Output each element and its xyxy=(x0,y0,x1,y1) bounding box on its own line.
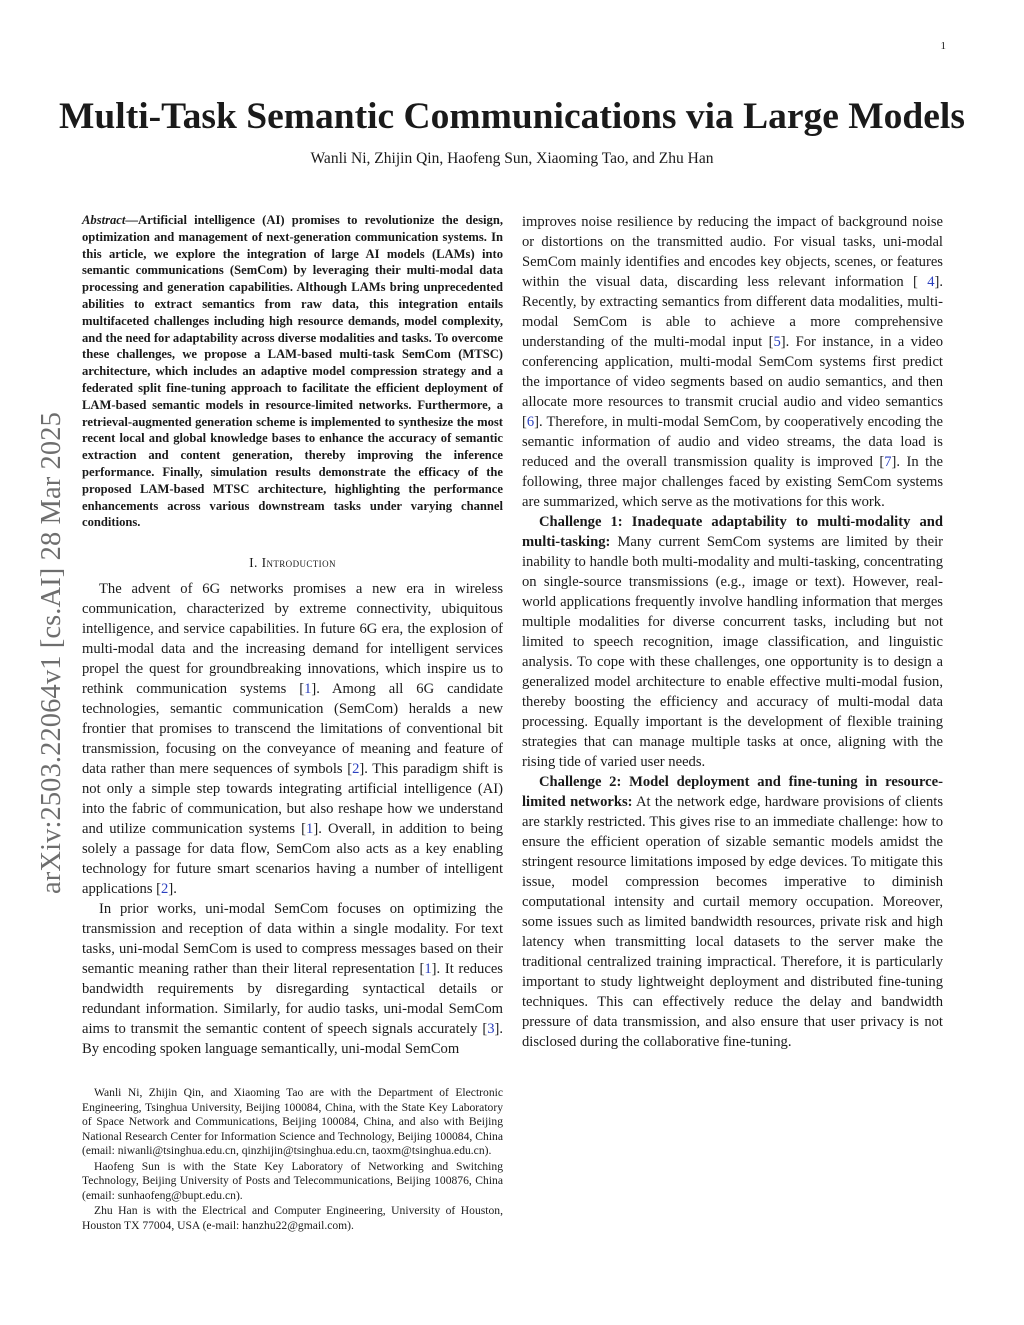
author-list: Wanli Ni, Zhijin Qin, Haofeng Sun, Xiaoming Tao, and Zhu Han xyxy=(310,150,714,167)
citation-link[interactable]: 2 xyxy=(161,881,169,898)
challenge-2-text: At the network edge, hardware provisions of clients are starkly restricted. This gives rise to an immediate challenge: how to ensure the efficient operation of sizable semantic models amidst the stringent resource limitations imposed by edge devices. To mitigate this issue, model compression becomes imperative to diminish computational intensity and curtail memory occupation. Moreover, some issues such as limited bandwidth resources, private risk and high latency when transmitting local datasets to the server make the traditional centralized training impractical. Therefore, it is particularly important to study lightweight deployment and distributed fine-tuning techniques. This can effectively reduce the delay and bandwidth pressure of data transmission, and also ensure that user privacy is not disclosed during the collaborative fine-tuning. xyxy=(522,794,943,1050)
abstract-label: Abstract xyxy=(82,213,126,227)
challenge-2-paragraph xyxy=(522,772,943,1052)
citation-link[interactable]: 4 xyxy=(927,274,935,290)
citation-link[interactable]: 1 xyxy=(424,961,432,978)
arxiv-identifier[interactable]: arXiv:2503.22064v1 [cs.AI] 28 Mar 2025 xyxy=(36,412,67,894)
citation-link[interactable]: 2 xyxy=(352,761,360,778)
citation-link[interactable]: 7 xyxy=(884,454,892,470)
text-run: ]. In the following, three major challenges faced by existing SemCom systems are summarized, which serve as the motivations for this work. xyxy=(522,454,943,510)
section-title: Introduction xyxy=(261,555,336,571)
text-run: ]. Therefore, in multi-modal SemCom, by cooperatively encoding the semantic information of audio and video streams, the data load is reduced and the overall transmission quality is improved [ xyxy=(522,414,943,470)
citation-link[interactable]: 6 xyxy=(526,414,535,430)
paper-title: Multi-Task Semantic Communications via Large Models xyxy=(59,96,965,137)
challenge-1-paragraph xyxy=(522,512,943,772)
page-number: 1 xyxy=(940,40,946,52)
text-run: ]. For instance, in a video conferencing application, multi-modal SemCom systems first predict the importance of video segments based on audio semantics, and then allocate more resources to transmit crucial audio and video semantics [ xyxy=(522,334,943,430)
abstract-text: —Artificial intelligence (AI) promises to revolutionize the design, optimization and management of next-generation communication systems. In this article, we explore the integration of large AI models (LAMs) into semantic communications (SemCom) by leveraging their multi-modal data processing and generation capabilities. Although LAMs bring unprecedented abilities to extract semantics from raw data, this integration entails multifaceted challenges including high resource demands, model complexity, and the need for adaptability across diverse modalities and tasks. To overcome these challenges, we propose a LAM-based multi-task SemCom (MTSC) architecture, which includes an adaptive model compression strategy and a federated split fine-tuning approach to facilitate the efficient deployment of LAM-based semantic models in resource-limited networks. Furthermore, a retrieval-augmented generation scheme is implemented to synthesize the most recent local and global knowledge bases to enhance the accuracy of semantic extraction and content generation, thereby improving the inference performance. Finally, simulation results demonstrate the efficacy of the proposed LAM-based MTSC architecture, highlighting the performance enhancements across various downstream tasks under varying channel conditions. xyxy=(82,213,503,530)
text-run: ]. Among all 6G candidate technologies, semantic communication (SemCom) heralds a new frontier that promises to transcend the limitations of conventional bit transmission, focusing on the conveyance of meaning and feature of data rather than mere sequences of symbols [ xyxy=(82,681,503,778)
citation-link[interactable]: 5 xyxy=(773,334,781,350)
left-column xyxy=(82,212,503,1059)
intro-paragraph-1 xyxy=(82,579,503,899)
section-heading-introduction xyxy=(82,555,503,571)
citation-link[interactable]: 3 xyxy=(487,1021,495,1038)
citation-link[interactable]: 1 xyxy=(304,681,312,698)
text-run: In prior works, uni-modal SemCom focuses on optimizing the transmission and reception of data within a single modality. For text tasks, uni-modal SemCom is used to compress messages based on their semantic meaning rather than their literal representation [ xyxy=(82,901,503,978)
section-numeral: I. xyxy=(249,555,258,571)
challenge-2-label: Challenge 2: Model deployment and fine-tuning in resource-limited networks: xyxy=(522,774,943,810)
text-run: ]. xyxy=(168,881,177,898)
text-run: ]. Recently, by extracting semantics from different data modalities, multi-modal SemCom is able to achieve a more comprehensive understanding of the multi-modal input [ xyxy=(522,274,943,350)
author-affiliation-footnote xyxy=(82,1086,503,1233)
footnote-affiliation-2: Haofeng Sun is with the State Key Laboratory of Networking and Switching Technology, Beijing University of Posts and Telecommunications, Beijing 100876, China (email: sunhaofeng@bupt.edu.cn). xyxy=(82,1159,503,1202)
text-run: improves noise resilience by reducing the impact of background noise or distortions on the transmitted audio. For visual tasks, uni-modal SemCom mainly identifies and encodes key objects, scenes, or features within the visual data, discarding less relevant information [ xyxy=(522,214,943,290)
intro-paragraph-2 xyxy=(82,899,503,1059)
abstract xyxy=(82,212,503,531)
challenge-1-text: Many current SemCom systems are limited by their inability to handle both multi-modality and multi-tasking, concentrating on single-source transmissions (e.g., image or text). However, real-world applications frequently involve handling information that merges multiple modalities for diverse concurrent tasks, including but not limited to speech recognition, image classification, and linguistic analysis. To cope with these challenges, one opportunity is to design a generalized model architecture to enable effective multi-modal fusion, thereby boosting the efficiency and accuracy of multi-modal data processing. Equally important is the development of flexible training strategies that can manage multiple tasks at once, aligning with the rising tide of varied user needs. xyxy=(522,534,943,770)
citation-link[interactable]: 1 xyxy=(306,821,314,838)
footnote-affiliation-1: Wanli Ni, Zhijin Qin, and Xiaoming Tao are with the Department of Electronic Engineering, Tsinghua University, Beijing 100084, China, with the State Key Laboratory of Space Network and Communications, Beijing 100084, China, and also with Beijing National Research Center for Information Science and Technology, Beijing 100084, China (email: niwanli@tsinghua.edu.cn, qinzhijin@tsinghua.edu.cn, taoxm@tsinghua.edu.cn). xyxy=(82,1086,503,1157)
footnote-affiliation-3: Zhu Han is with the Electrical and Computer Engineering, University of Houston, Houston TX 77004, USA (e-mail: hanzhu22@gmail.com). xyxy=(82,1204,503,1232)
challenge-1-label: Challenge 1: Inadequate adaptability to multi-modality and multi-tasking: xyxy=(522,514,943,550)
right-column xyxy=(522,212,943,1052)
text-run: ]. Overall, in addition to being solely a passage for data flow, SemCom also acts as a key enabling technology for future smart scenarios having a number of intelligent applications [ xyxy=(82,821,503,898)
text-run: ]. By encoding spoken language semantically, uni-modal SemCom xyxy=(82,1021,503,1058)
text-run: ]. This paradigm shift is not only a simple step towards integrating artificial intelligence (AI) into the fabric of communication, but also reshape how we understand and utilize communication systems [ xyxy=(82,761,503,838)
right-column-continuation xyxy=(522,212,943,512)
text-run: The advent of 6G networks promises a new era in wireless communication, characterized by extreme connectivity, ubiquitous intelligence, and service capabilities. In future 6G era, the explosion of multi-modal data and the increasing demand for intelligent services propel the quest for groundbreaking innovations, which inspire us to rethink communication systems [ xyxy=(82,581,503,698)
text-run: ]. It reduces bandwidth requirements by disregarding syntactical details or redundant information. Similarly, for audio tasks, uni-modal SemCom aims to transmit the semantic content of speech signals accurately [ xyxy=(82,961,503,1038)
